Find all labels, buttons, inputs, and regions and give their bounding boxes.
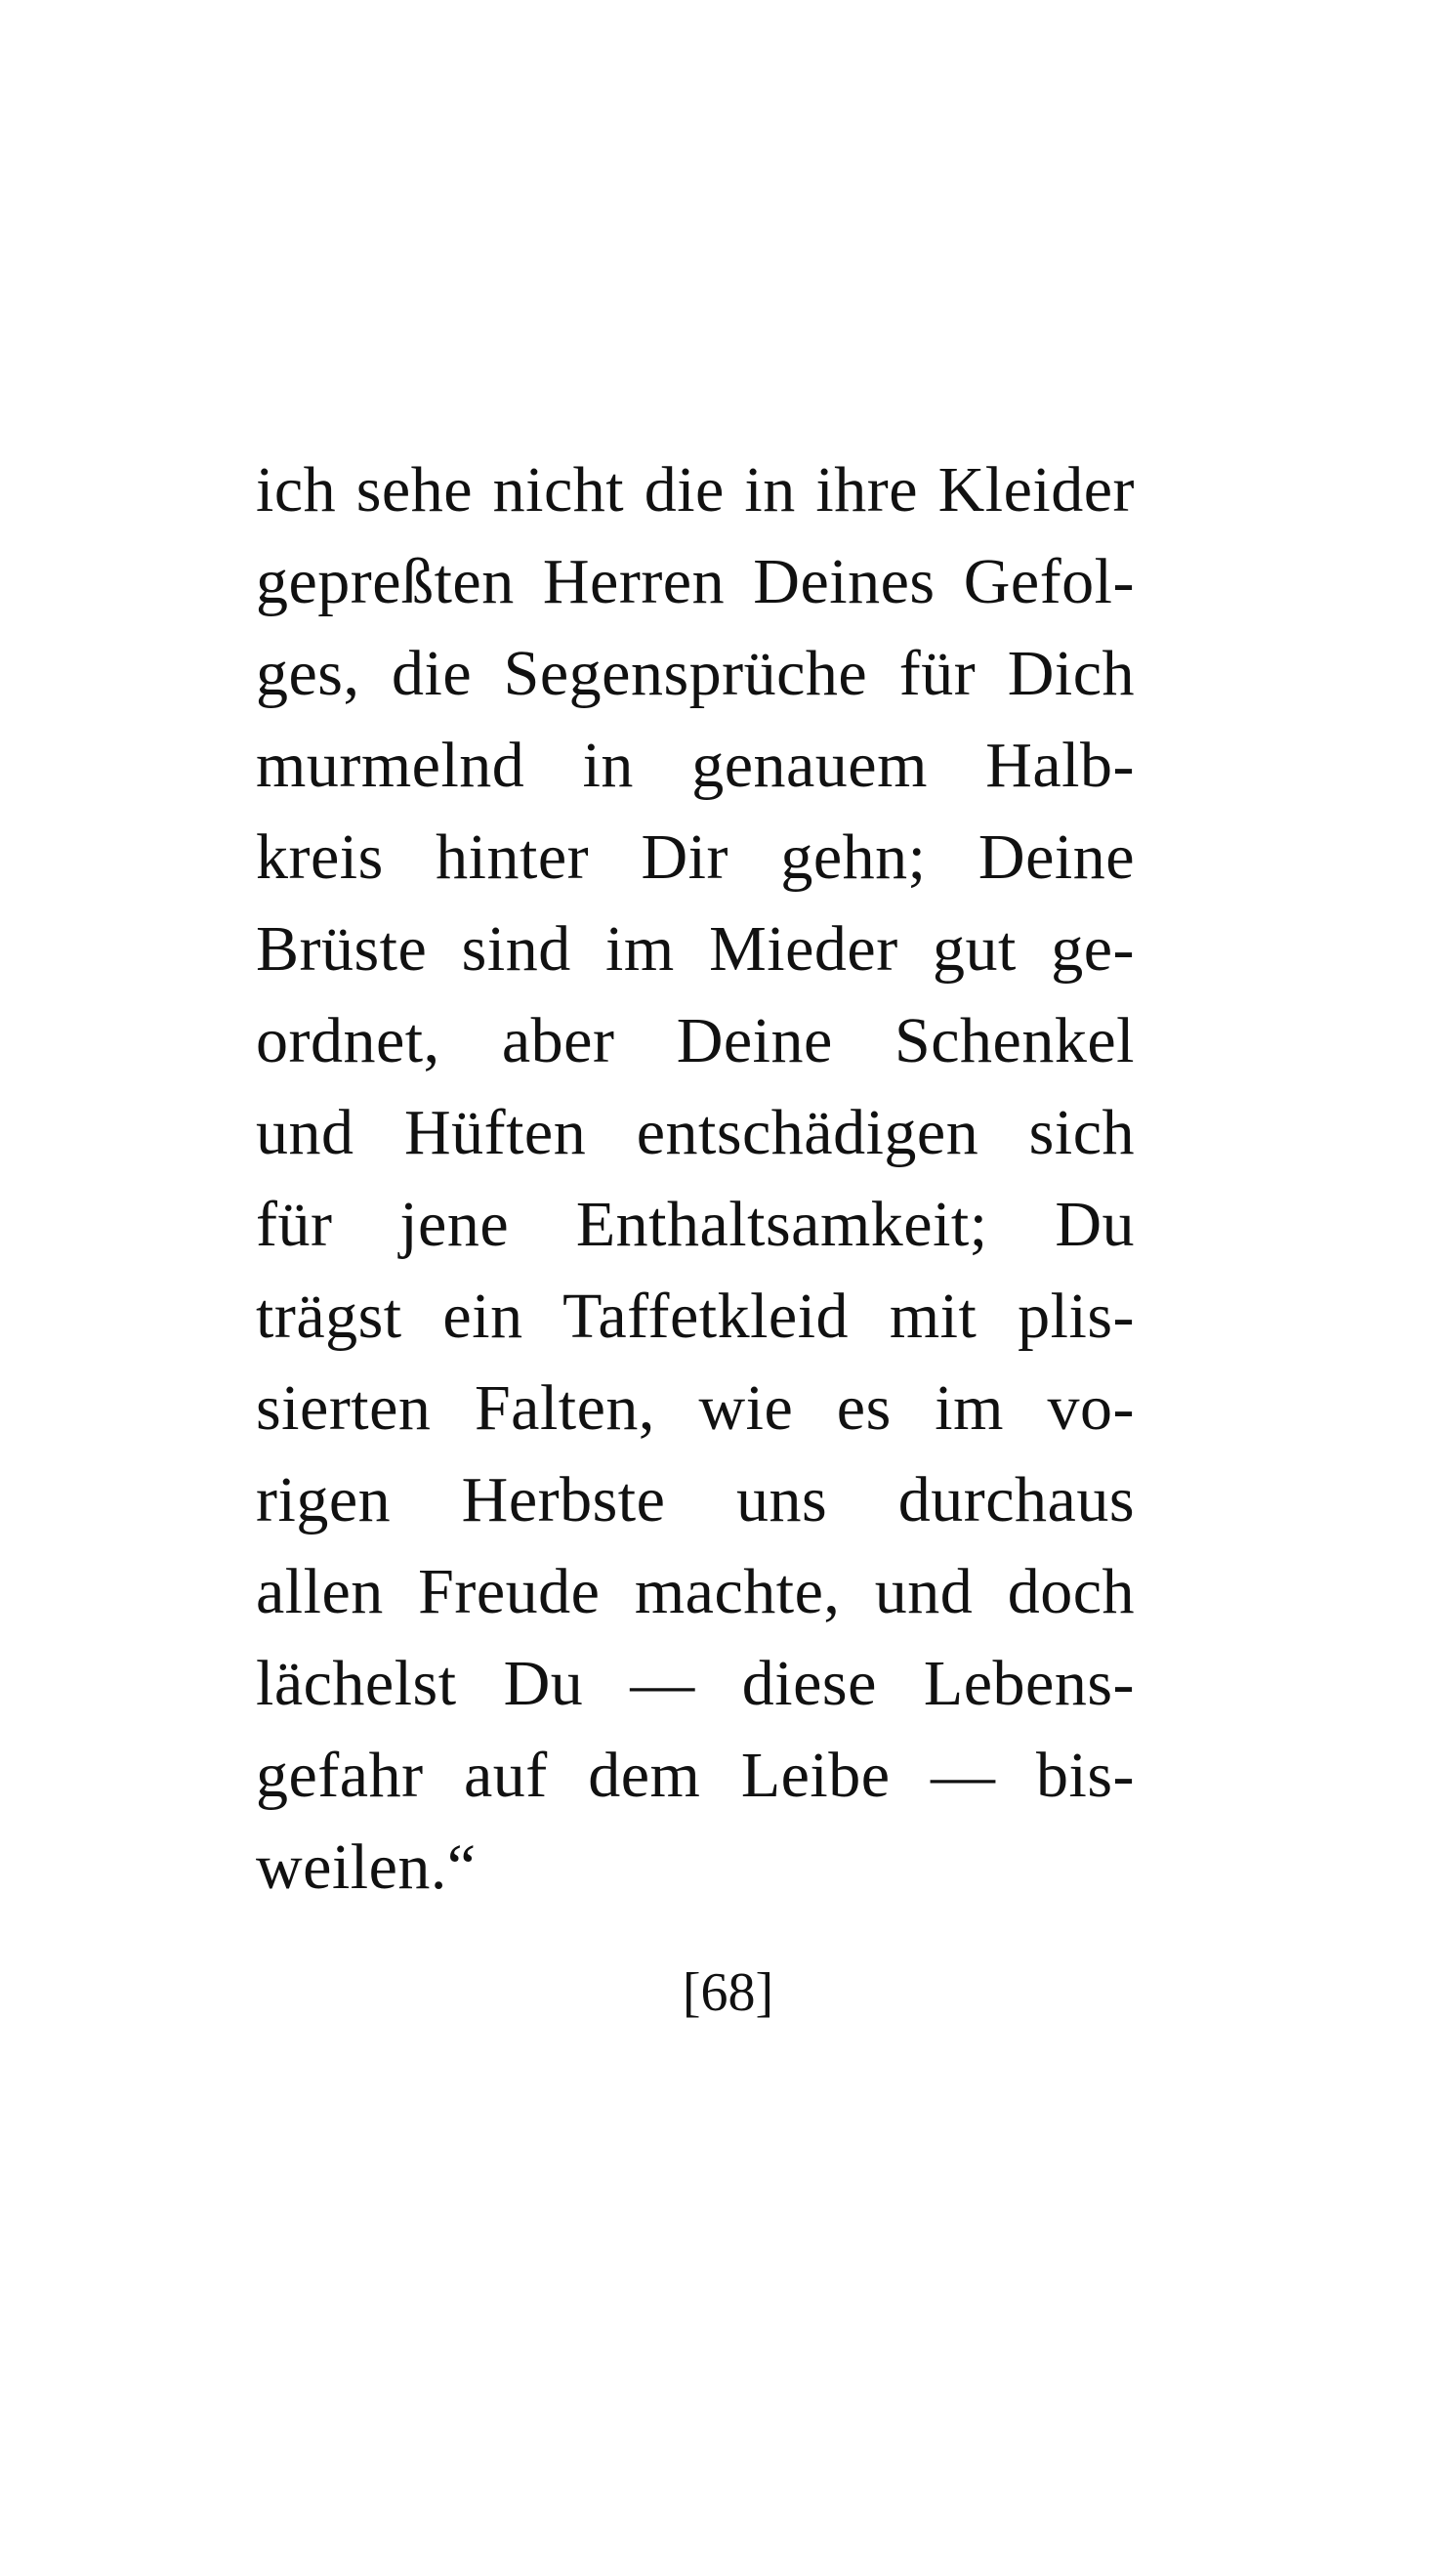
text-line-10: trägst ein Taffetkleid mit plis- [256,1281,1135,1352]
page-number: [68] [682,1962,774,2023]
text-line-14: lächelst Du — diese Lebens- [256,1648,1135,1719]
text-line-7: ordnet, aber Deine Schenkel [256,1005,1135,1076]
text-line-3: ges, die Segensprüche für Dich [256,638,1135,709]
text-line-4: murmelnd in genauem Halb- [256,730,1135,801]
text-line-12: rigen Herbste uns durchaus [256,1464,1135,1535]
text-line-6: Brüste sind im Mieder gut ge- [256,913,1135,985]
text-line-9: für jene Enthaltsamkeit; Du [256,1189,1135,1260]
text-line-16: weilen.“ [256,1831,477,1903]
text-line-2: gepreßten Herren Deines Gefol- [256,546,1135,617]
text-line-11: sierten Falten, wie es im vo- [256,1372,1135,1444]
text-line-8: und Hüften entschädigen sich [256,1097,1135,1168]
body-text [256,444,1135,1914]
text-line-5: kreis hinter Dir gehn; Deine [256,821,1135,893]
text-line-15: gefahr auf dem Leibe — bis- [256,1740,1135,1811]
text-line-1: ich sehe nicht die in ihre Kleider [256,454,1135,526]
text-line-13: allen Freude machte, und doch [256,1556,1135,1627]
